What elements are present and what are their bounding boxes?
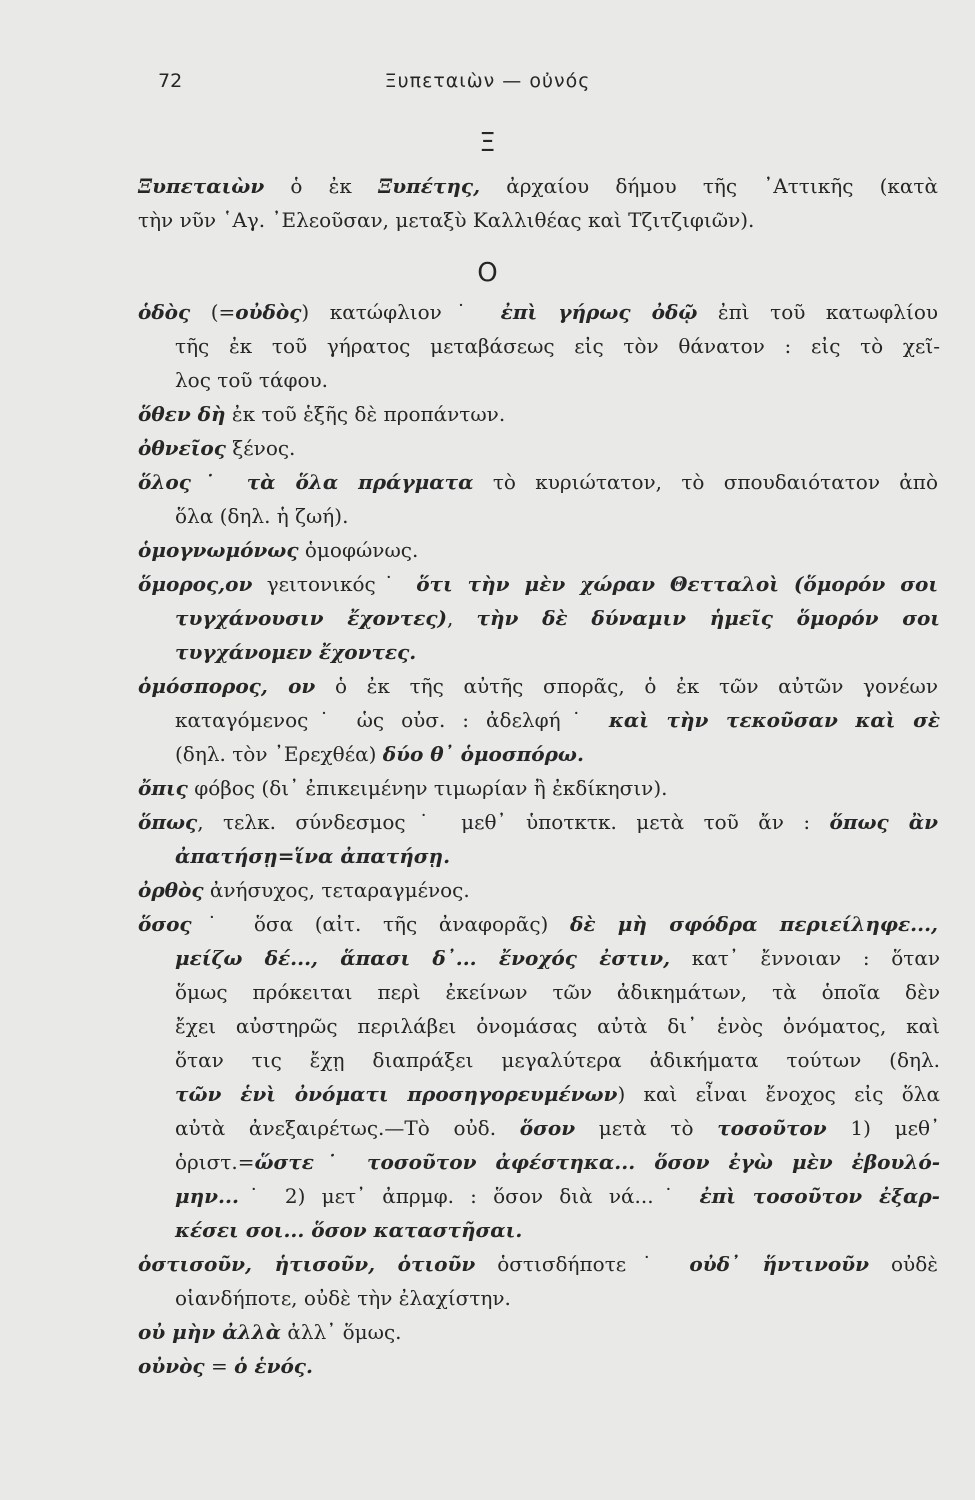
entry-line: μην...˙ 2) μετ᾿ ἀπρμφ. : ὅσον διὰ νά...˙ ἐπὶ τοσοῦτον ἐξαρ-	[175, 1184, 940, 1208]
entry-othneios: ὀθνεῖος ξένος.	[138, 436, 296, 460]
entry-opos: ὅπως, τελκ. σύνδεσμος˙ μεθ᾿ ὑποτκτκ. μετὰ τοῦ ἄν : ὅπως ἂν	[138, 810, 938, 834]
entry-line: ὁριστ.=ὥστε˙ τοσοῦτον ἀφέστηκα... ὅσον ἐγὼ μὲν ἐβουλό-	[175, 1150, 940, 1174]
section-heading-xi: Ξ	[479, 128, 496, 158]
entry-line: κέσει σοι... ὅσον καταστῆσαι.	[175, 1218, 523, 1242]
entry-line: ἔχει αὐστηρῶς περιλάβει ὀνομάσας αὐτὰ δι᾿ ἑνὸς ὀνόματος, καὶ	[175, 1014, 940, 1038]
entry-orthos: ὀρθὸς ἀνήσυχος, τεταραγμένος.	[138, 878, 470, 902]
entry-line: τυγχάνουσιν ἔχοντες), τὴν δὲ δύναμιν ἡμεῖς ὅμορόν σοι	[175, 606, 940, 630]
entry-odos: ὁδὸς (=οὐδὸς) κατώφλιον˙ ἐπὶ γήρως ὀδῷ ἐπὶ τοῦ κατωφλίου	[138, 300, 939, 324]
entry-line: ὅταν τις ἔχῃ διαπράξει μεγαλύτερα ἀδικήματα τούτων (δηλ.	[175, 1048, 940, 1072]
entry-othen: ὅθεν δὴ ἐκ τοῦ ἑξῆς δὲ προπάντων.	[138, 402, 506, 426]
entry-omognomonos: ὁμογνωμόνως ὁμοφώνως.	[138, 538, 419, 562]
page-number: 72	[158, 70, 183, 92]
entry-line: τὴν νῦν ῾Αγ. ᾿Ελεοῦσαν, μεταξὺ Καλλιθέας καὶ Τζιτζιφιῶν).	[138, 208, 755, 232]
entry-omosporos: ὁμόσπορος, ον ὁ ἐκ τῆς αὐτῆς σπορᾶς, ὁ ἐκ τῶν αὐτῶν γονέων	[138, 674, 938, 698]
entry-line: μείζω δέ..., ἅπασι δ᾿... ἔνοχός ἐστιν, κατ᾿ ἔννοιαν : ὅταν	[175, 946, 940, 970]
entry-olos: ὅλος˙ τὰ ὅλα πράγματα τὸ κυριώτατον, τὸ σπουδαιότατον ἀπὸ	[138, 470, 938, 494]
entry-line: ὅμως πρόκειται περὶ ἐκείνων τῶν ἀδικημάτων, τὰ ὁποῖα δὲν	[175, 980, 940, 1004]
entry-ounos: οὐνὸς = ὁ ἑνός.	[138, 1354, 313, 1378]
entry-ou-men-alla: οὐ μὴν ἀλλὰ ἀλλ᾿ ὅμως.	[138, 1320, 402, 1344]
entry-line: οἱανδήποτε, οὐδὲ τὴν ἐλαχίστην.	[175, 1286, 511, 1310]
entry-line: (δηλ. τὸν ᾿Ερεχθέα) δύο θ᾿ ὁμοσπόρω.	[175, 742, 584, 766]
entry-line: λος τοῦ τάφου.	[175, 368, 329, 392]
page-header	[0, 70, 975, 100]
entry-line: ἀπατήσῃ=ἵνα ἀπατήσῃ.	[175, 844, 451, 868]
entry-line: ὅλα (δηλ. ἡ ζωή).	[175, 504, 349, 528]
entry-ostisoun: ὁστισοῦν, ἡτισοῦν, ὁτιοῦν ὁστισδήποτε˙ οὐδ᾿ ἥντινοῦν οὐδὲ	[138, 1252, 938, 1276]
entry-omoros: ὅμορος,ον γειτονικός˙ ὅτι τὴν μὲν χώραν Θετταλοὶ (ὅμορόν σοι	[138, 572, 938, 596]
entry-xypetaion: Ξυπεταιὼν ὁ ἐκ Ξυπέτης, ἀρχαίου δήμου τῆς ᾿Αττικῆς (κατὰ	[138, 174, 938, 198]
entry-line: τυγχάνομεν ἔχοντες.	[175, 640, 417, 664]
section-heading-omicron: Ο	[477, 258, 498, 288]
entry-line: αὐτὰ ἀνεξαιρέτως.—Τὸ οὐδ. ὅσον μετὰ τὸ τοσοῦτον 1) μεθ᾿	[175, 1116, 940, 1140]
entry-line: τῆς ἐκ τοῦ γήρατος μεταβάσεως εἰς τὸν θάνατον : εἰς τὸ χεῖ-	[175, 334, 940, 358]
entry-osos: ὅσος˙ ὅσα (αἰτ. τῆς ἀναφορᾶς) δὲ μὴ σφόδρα περιείληφε...,	[138, 912, 939, 936]
entry-opis: ὄπις φόβος (δι᾿ ἐπικειμένην τιμωρίαν ἢ ἐκδίκησιν).	[138, 776, 668, 800]
running-head: Ξυπεταιὼν — οὐνός	[384, 70, 591, 92]
entry-line: καταγόμενος˙ ὡς οὐσ. : ἀδελφή˙ καὶ τὴν τεκοῦσαν καὶ σὲ	[175, 708, 940, 732]
entry-line: τῶν ἑνὶ ὀνόματι προσηγορευμένων) καὶ εἶναι ἔνοχος εἰς ὅλα	[175, 1082, 940, 1106]
